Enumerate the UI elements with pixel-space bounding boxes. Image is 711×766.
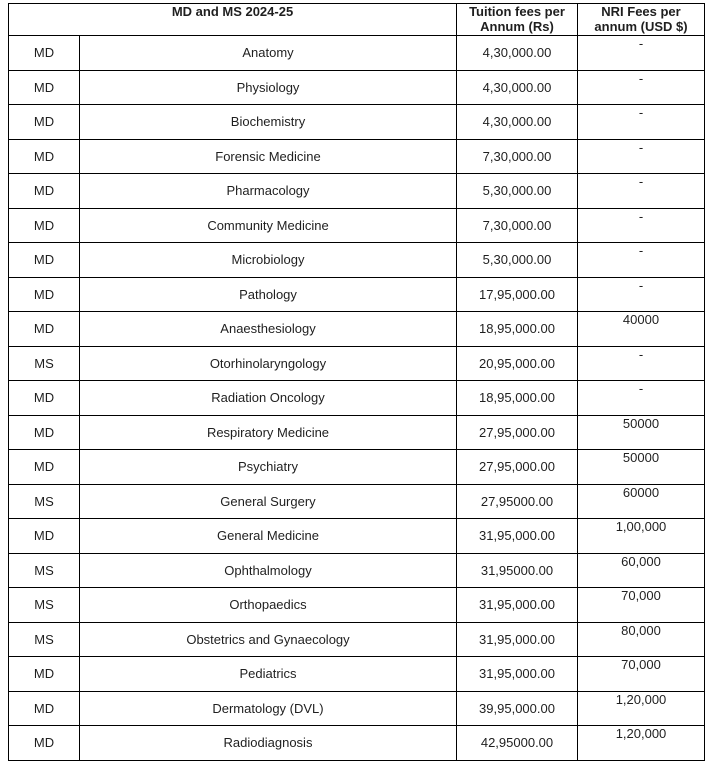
header-row <box>9 4 705 36</box>
specialty-cell: Pediatrics <box>80 657 457 692</box>
tuition-fee-cell: 7,30,000.00 <box>457 208 578 243</box>
tuition-fee-cell: 31,95000.00 <box>457 553 578 588</box>
degree-cell: MD <box>9 415 80 450</box>
degree-cell: MS <box>9 346 80 381</box>
fee-table-header <box>9 4 705 36</box>
specialty-cell: Community Medicine <box>80 208 457 243</box>
degree-cell: MD <box>9 243 80 278</box>
tuition-fee-cell: 27,95000.00 <box>457 484 578 519</box>
tuition-fee-cell: 4,30,000.00 <box>457 70 578 105</box>
table-row <box>9 553 705 588</box>
specialty-cell: General Medicine <box>80 519 457 554</box>
table-row <box>9 208 705 243</box>
nri-fee-cell: 50000 <box>578 450 705 485</box>
nri-fee-cell: 40000 <box>578 312 705 347</box>
table-row <box>9 484 705 519</box>
degree-cell: MS <box>9 588 80 623</box>
nri-fee-cell: 80,000 <box>578 622 705 657</box>
tuition-fee-cell: 42,95000.00 <box>457 726 578 761</box>
table-row <box>9 243 705 278</box>
nri-fee-cell: 50000 <box>578 415 705 450</box>
fee-table-container <box>8 3 705 761</box>
tuition-fee-cell: 31,95,000.00 <box>457 519 578 554</box>
degree-cell: MD <box>9 139 80 174</box>
nri-fee-cell: 70,000 <box>578 588 705 623</box>
degree-cell: MS <box>9 622 80 657</box>
tuition-fee-cell: 20,95,000.00 <box>457 346 578 381</box>
table-row <box>9 691 705 726</box>
nri-fee-cell: - <box>578 105 705 140</box>
table-row <box>9 588 705 623</box>
tuition-fee-cell: 18,95,000.00 <box>457 381 578 416</box>
specialty-cell: General Surgery <box>80 484 457 519</box>
specialty-cell: Obstetrics and Gynaecology <box>80 622 457 657</box>
tuition-fee-cell: 5,30,000.00 <box>457 243 578 278</box>
fee-table <box>8 3 705 761</box>
degree-cell: MD <box>9 726 80 761</box>
table-row <box>9 450 705 485</box>
nri-fee-cell: 70,000 <box>578 657 705 692</box>
specialty-cell: Anaesthesiology <box>80 312 457 347</box>
nri-fee-cell: - <box>578 174 705 209</box>
specialty-cell: Pathology <box>80 277 457 312</box>
degree-cell: MD <box>9 208 80 243</box>
table-row <box>9 277 705 312</box>
tuition-fee-cell: 27,95,000.00 <box>457 415 578 450</box>
degree-cell: MD <box>9 174 80 209</box>
nri-fee-cell: 1,20,000 <box>578 726 705 761</box>
nri-fee-cell: - <box>578 139 705 174</box>
table-row <box>9 312 705 347</box>
nri-fee-cell: - <box>578 208 705 243</box>
specialty-cell: Psychiatry <box>80 450 457 485</box>
specialty-cell: Respiratory Medicine <box>80 415 457 450</box>
table-row <box>9 70 705 105</box>
nri-fee-cell: 60000 <box>578 484 705 519</box>
header-program-group: MD and MS 2024-25 <box>9 4 457 36</box>
nri-fee-cell: - <box>578 346 705 381</box>
table-row <box>9 657 705 692</box>
specialty-cell: Pharmacology <box>80 174 457 209</box>
degree-cell: MD <box>9 657 80 692</box>
fee-table-body <box>9 36 705 761</box>
specialty-cell: Microbiology <box>80 243 457 278</box>
tuition-fee-cell: 31,95,000.00 <box>457 622 578 657</box>
tuition-fee-cell: 4,30,000.00 <box>457 105 578 140</box>
table-row <box>9 105 705 140</box>
table-row <box>9 346 705 381</box>
degree-cell: MD <box>9 450 80 485</box>
table-row <box>9 415 705 450</box>
tuition-fee-cell: 17,95,000.00 <box>457 277 578 312</box>
specialty-cell: Radiation Oncology <box>80 381 457 416</box>
table-row <box>9 174 705 209</box>
specialty-cell: Biochemistry <box>80 105 457 140</box>
header-nri-fees: NRI Fees per annum (USD $) <box>578 4 705 36</box>
specialty-cell: Otorhinolaryngology <box>80 346 457 381</box>
degree-cell: MD <box>9 519 80 554</box>
tuition-fee-cell: 7,30,000.00 <box>457 139 578 174</box>
tuition-fee-cell: 4,30,000.00 <box>457 36 578 71</box>
degree-cell: MD <box>9 277 80 312</box>
degree-cell: MD <box>9 381 80 416</box>
degree-cell: MD <box>9 105 80 140</box>
tuition-fee-cell: 5,30,000.00 <box>457 174 578 209</box>
specialty-cell: Orthopaedics <box>80 588 457 623</box>
nri-fee-cell: - <box>578 381 705 416</box>
table-row <box>9 726 705 761</box>
nri-fee-cell: 60,000 <box>578 553 705 588</box>
nri-fee-cell: - <box>578 70 705 105</box>
specialty-cell: Anatomy <box>80 36 457 71</box>
nri-fee-cell: - <box>578 36 705 71</box>
tuition-fee-cell: 31,95,000.00 <box>457 657 578 692</box>
table-row <box>9 381 705 416</box>
tuition-fee-cell: 18,95,000.00 <box>457 312 578 347</box>
specialty-cell: Forensic Medicine <box>80 139 457 174</box>
degree-cell: MD <box>9 312 80 347</box>
table-row <box>9 622 705 657</box>
degree-cell: MS <box>9 484 80 519</box>
table-row <box>9 36 705 71</box>
table-row <box>9 139 705 174</box>
specialty-cell: Dermatology (DVL) <box>80 691 457 726</box>
table-row <box>9 519 705 554</box>
header-tuition-fees: Tuition fees per Annum (Rs) <box>457 4 578 36</box>
specialty-cell: Physiology <box>80 70 457 105</box>
tuition-fee-cell: 31,95,000.00 <box>457 588 578 623</box>
tuition-fee-cell: 27,95,000.00 <box>457 450 578 485</box>
degree-cell: MS <box>9 553 80 588</box>
nri-fee-cell: 1,00,000 <box>578 519 705 554</box>
tuition-fee-cell: 39,95,000.00 <box>457 691 578 726</box>
degree-cell: MD <box>9 691 80 726</box>
nri-fee-cell: - <box>578 243 705 278</box>
degree-cell: MD <box>9 70 80 105</box>
specialty-cell: Ophthalmology <box>80 553 457 588</box>
nri-fee-cell: - <box>578 277 705 312</box>
degree-cell: MD <box>9 36 80 71</box>
nri-fee-cell: 1,20,000 <box>578 691 705 726</box>
specialty-cell: Radiodiagnosis <box>80 726 457 761</box>
